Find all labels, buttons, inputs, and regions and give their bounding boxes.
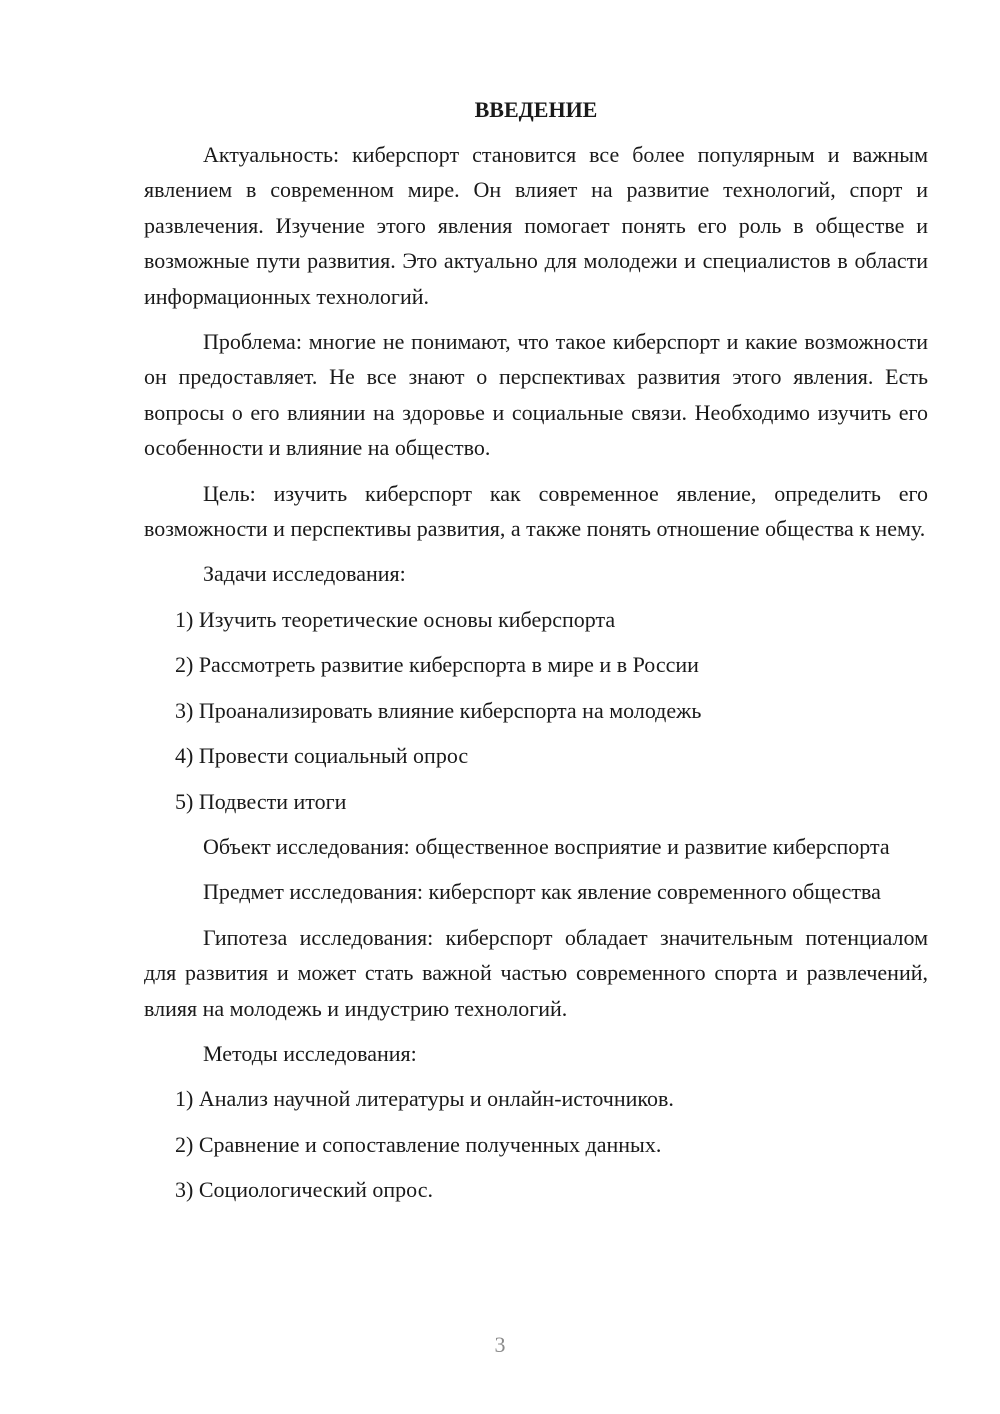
list-item: 4) Провести социальный опрос — [175, 743, 469, 769]
page-number: 3 — [494, 1332, 506, 1357]
list-item: 1) Изучить теоретические основы киберспорта — [175, 606, 616, 632]
page-heading: ВВЕДЕНИЕ — [474, 97, 598, 122]
relevance-paragraph: Актуальность: киберспорт становится все более популярным и важным явлением в современном мире. Он влияет на развитие технологий, спорт и развлечения. Изучение этого явления помогает понять его роль в обществе и возможные пути развития. Это актуально для молодежи и специалистов в области информационных технологий. — [144, 142, 928, 309]
object-paragraph: Объект исследования: общественное восприятие и развитие киберспорта — [203, 833, 890, 859]
hypothesis-paragraph: Гипотеза исследования: киберспорт обладает значительным потенциалом для развития и может стать важной частью современного спорта и развлечений, влияя на молодежь и индустрию технологий. — [144, 924, 928, 1021]
subject-paragraph: Предмет исследования: киберспорт как явление современного общества — [203, 879, 881, 905]
list-item: 1) Анализ научной литературы и онлайн-источников. — [175, 1086, 674, 1112]
list-item: 3) Социологический опрос. — [175, 1177, 433, 1203]
problem-paragraph: Проблема: многие не понимают, что такое киберспорт и какие возможности он предоставляет. Не все знают о перспективах развития этого явления. Есть вопросы о его влиянии на здоровье и социальные связи. Необходимо изучить его особенности и влияние на общество. — [144, 329, 928, 461]
methods-label: Методы исследования: — [203, 1040, 417, 1066]
tasks-label: Задачи исследования: — [203, 561, 406, 587]
list-item: 3) Проанализировать влияние киберспорта на молодежь — [175, 697, 702, 723]
methods-list — [144, 1081, 928, 1207]
document-page — [144, 92, 928, 1218]
list-item: 5) Подвести итоги — [175, 788, 347, 814]
list-item: 2) Рассмотреть развитие киберспорта в мире и в России — [175, 652, 699, 678]
tasks-list — [144, 602, 928, 819]
goal-paragraph: Цель: изучить киберспорт как современное явление, определить его возможности и перспективы развития, а также понять отношение общества к нему. — [144, 480, 928, 542]
list-item: 2) Сравнение и сопоставление полученных данных. — [175, 1131, 662, 1157]
